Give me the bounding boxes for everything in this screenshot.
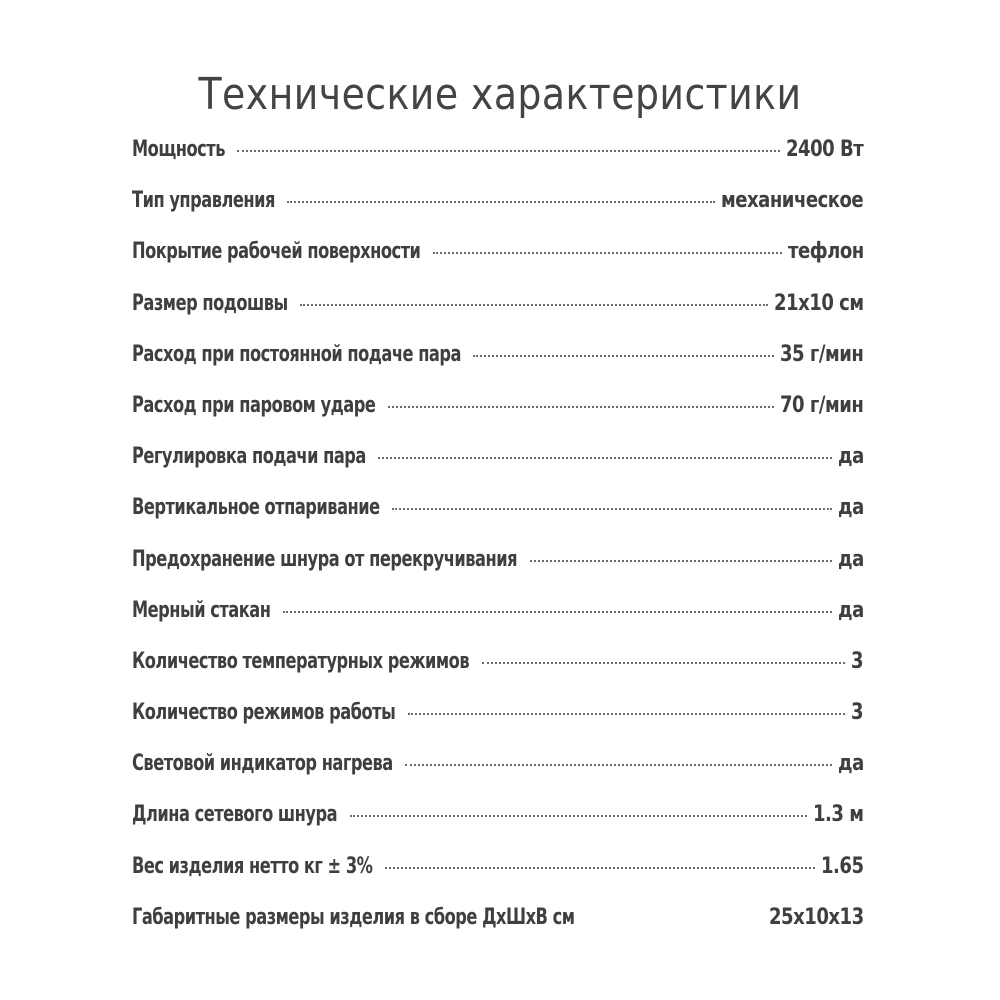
spec-value: 21x10 см [774, 290, 864, 316]
spec-label: Мерный стакан [132, 597, 271, 623]
dotted-leader [287, 201, 715, 203]
spec-label: Габаритные размеры изделия в сборе ДхШхВ см [132, 904, 575, 930]
spec-value: да [838, 495, 864, 521]
spec-value: 3 [851, 648, 864, 674]
spec-row [132, 598, 864, 649]
spec-label: Тип управления [132, 188, 275, 214]
spec-list [132, 137, 864, 956]
dotted-leader [283, 611, 832, 613]
dotted-leader [385, 867, 815, 869]
spec-label: Расход при постоянной подаче пара [132, 341, 461, 367]
spec-value: 1.3 м [813, 802, 864, 828]
spec-label: Количество режимов работы [132, 700, 396, 726]
spec-label: Размер подошвы [132, 290, 288, 316]
spec-row [132, 905, 864, 956]
spec-label: Покрытие рабочей поверхности [132, 239, 421, 265]
spec-value: 2400 Вт [786, 137, 864, 162]
spec-row [132, 393, 864, 444]
spec-row [132, 239, 864, 290]
dotted-leader [405, 764, 832, 766]
spec-row [132, 444, 864, 495]
spec-label: Предохранение шнура от перекручивания [132, 546, 518, 572]
spec-row [132, 342, 864, 393]
spec-row [132, 188, 864, 239]
dotted-leader [392, 508, 832, 510]
spec-row [132, 802, 864, 853]
spec-value: 70 г/мин [780, 392, 864, 418]
spec-row [132, 649, 864, 700]
spec-label: Количество температурных режимов [132, 648, 470, 674]
spec-label: Вес изделия нетто кг ± 3% [132, 853, 373, 879]
spec-row [132, 751, 864, 802]
spec-label: Регулировка подачи пара [132, 444, 366, 470]
spec-row [132, 547, 864, 598]
spec-label: Расход при паровом ударе [132, 392, 376, 418]
spec-row [132, 137, 864, 188]
dotted-leader [237, 150, 780, 152]
spec-label: Световой индикатор нагрева [132, 751, 393, 777]
spec-row [132, 495, 864, 546]
spec-value: да [838, 444, 864, 470]
dotted-leader [473, 355, 774, 357]
dotted-leader [300, 304, 768, 306]
dotted-leader [388, 406, 774, 408]
spec-value: да [838, 546, 864, 572]
dotted-leader [482, 662, 845, 664]
spec-row [132, 291, 864, 342]
spec-value: 1.65 [821, 853, 864, 879]
spec-label: Вертикальное отпаривание [132, 495, 380, 521]
spec-value: да [838, 751, 864, 777]
dotted-leader [350, 815, 807, 817]
spec-value: 25x10x13 [769, 904, 864, 930]
page-title: Технические характеристики [198, 69, 802, 121]
spec-value: да [838, 597, 864, 623]
spec-label: Длина сетевого шнура [132, 802, 338, 828]
spec-value: 35 г/мин [780, 341, 864, 367]
spec-value: механическое [721, 188, 864, 214]
dotted-leader [433, 252, 782, 254]
dotted-leader [378, 457, 832, 459]
spec-row [132, 854, 864, 905]
dotted-leader [530, 560, 832, 562]
spec-value: тефлон [788, 239, 864, 265]
spec-row [132, 700, 864, 751]
spec-value: 3 [851, 700, 864, 726]
spec-label: Мощность [132, 137, 225, 162]
dotted-leader [408, 713, 845, 715]
